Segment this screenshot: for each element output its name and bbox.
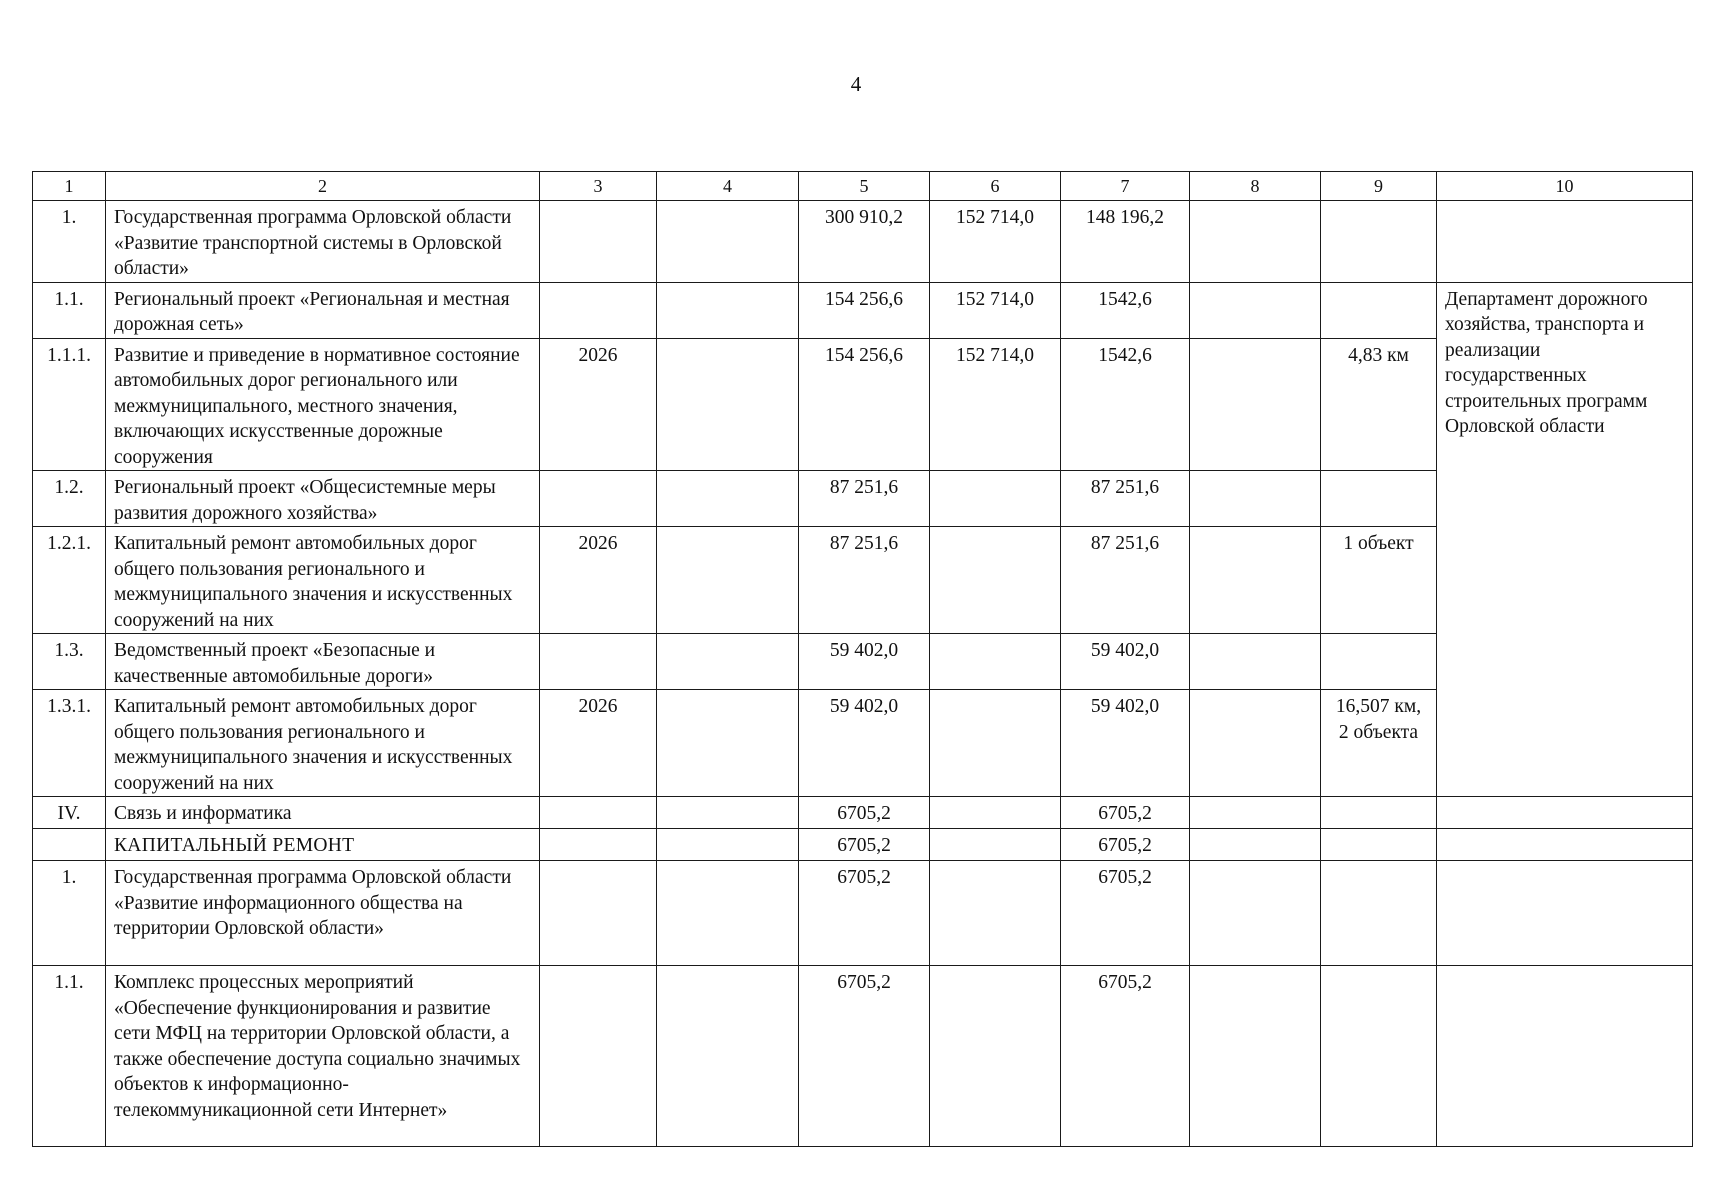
result-cell: 1 объект [1321, 527, 1437, 634]
column-number-cell: 7 [1061, 172, 1190, 201]
column-number-cell: 3 [540, 172, 657, 201]
row-name-cell: Развитие и приведение в нормативное состояние автомобильных дорог регионального или межмуниципального, местного значения, включающих искусственные дорожные сооружения [106, 338, 540, 471]
table-row [33, 282, 1693, 338]
year-cell [540, 282, 657, 338]
row-number-cell: 1.1. [33, 282, 106, 338]
total-cell: 59 402,0 [799, 634, 930, 690]
regional-cell: 1542,6 [1061, 338, 1190, 471]
table-row [33, 829, 1693, 861]
column-number-cell: 1 [33, 172, 106, 201]
responsible-cell [1437, 797, 1693, 829]
responsible-department-cell: Департамент дорожного хозяйства, транспорта и реализации государственных строительных программ Орловской области [1437, 282, 1693, 797]
column-number-cell: 4 [657, 172, 799, 201]
federal-cell: 152 714,0 [930, 201, 1061, 283]
total-cell: 87 251,6 [799, 471, 930, 527]
column-number-cell: 5 [799, 172, 930, 201]
result-cell [1321, 797, 1437, 829]
col4-cell [657, 966, 799, 1147]
row-name-cell: Капитальный ремонт автомобильных дорог общего пользования регионального и межмуниципального значения и искусственных сооружений на них [106, 527, 540, 634]
col4-cell [657, 690, 799, 797]
row-number-cell: 1.3. [33, 634, 106, 690]
col4-cell [657, 527, 799, 634]
year-cell [540, 797, 657, 829]
result-cell [1321, 201, 1437, 283]
table-row [33, 201, 1693, 283]
row-number-cell: IV. [33, 797, 106, 829]
row-name-cell: Ведомственный проект «Безопасные и качественные автомобильные дороги» [106, 634, 540, 690]
federal-cell: 152 714,0 [930, 338, 1061, 471]
col4-cell [657, 861, 799, 966]
year-cell [540, 829, 657, 861]
col8-cell [1190, 338, 1321, 471]
col4-cell [657, 797, 799, 829]
federal-cell: 152 714,0 [930, 282, 1061, 338]
row-name-cell: Связь и информатика [106, 797, 540, 829]
row-number-cell [33, 829, 106, 861]
result-cell: 4,83 км [1321, 338, 1437, 471]
year-cell [540, 471, 657, 527]
federal-cell [930, 861, 1061, 966]
responsible-cell [1437, 861, 1693, 966]
regional-cell: 59 402,0 [1061, 690, 1190, 797]
result-cell [1321, 966, 1437, 1147]
result-cell [1321, 861, 1437, 966]
result-cell [1321, 471, 1437, 527]
regional-cell: 1542,6 [1061, 282, 1190, 338]
col8-cell [1190, 527, 1321, 634]
result-cell [1321, 829, 1437, 861]
total-cell: 59 402,0 [799, 690, 930, 797]
total-cell: 6705,2 [799, 966, 930, 1147]
column-number-cell: 6 [930, 172, 1061, 201]
col8-cell [1190, 471, 1321, 527]
row-number-cell: 1.1. [33, 966, 106, 1147]
regional-cell: 87 251,6 [1061, 527, 1190, 634]
table-header-row [33, 172, 1693, 201]
column-number-cell: 9 [1321, 172, 1437, 201]
column-number-cell: 10 [1437, 172, 1693, 201]
col4-cell [657, 471, 799, 527]
total-cell: 154 256,6 [799, 282, 930, 338]
regional-cell: 87 251,6 [1061, 471, 1190, 527]
responsible-cell [1437, 201, 1693, 283]
row-name-cell: Региональный проект «Общесистемные меры развития дорожного хозяйства» [106, 471, 540, 527]
federal-cell [930, 471, 1061, 527]
federal-cell [930, 966, 1061, 1147]
col4-cell [657, 829, 799, 861]
result-cell [1321, 282, 1437, 338]
row-number-cell: 1.2. [33, 471, 106, 527]
responsible-cell [1437, 829, 1693, 861]
year-cell: 2026 [540, 690, 657, 797]
federal-cell [930, 829, 1061, 861]
col4-cell [657, 282, 799, 338]
year-cell [540, 201, 657, 283]
total-cell: 300 910,2 [799, 201, 930, 283]
column-number-cell: 8 [1190, 172, 1321, 201]
federal-cell [930, 634, 1061, 690]
col8-cell [1190, 966, 1321, 1147]
row-name-cell: Государственная программа Орловской области «Развитие информационного общества на территории Орловской области» [106, 861, 540, 966]
col8-cell [1190, 282, 1321, 338]
year-cell [540, 634, 657, 690]
regional-cell: 6705,2 [1061, 829, 1190, 861]
result-cell: 16,507 км, 2 объекта [1321, 690, 1437, 797]
col4-cell [657, 634, 799, 690]
col8-cell [1190, 690, 1321, 797]
regional-cell: 6705,2 [1061, 797, 1190, 829]
col4-cell [657, 338, 799, 471]
col8-cell [1190, 797, 1321, 829]
row-number-cell: 1.1.1. [33, 338, 106, 471]
total-cell: 87 251,6 [799, 527, 930, 634]
regional-cell: 6705,2 [1061, 861, 1190, 966]
row-name-cell: КАПИТАЛЬНЫЙ РЕМОНТ [106, 829, 540, 861]
responsible-cell [1437, 966, 1693, 1147]
year-cell [540, 861, 657, 966]
row-name-cell: Капитальный ремонт автомобильных дорог общего пользования регионального и межмуниципального значения и искусственных сооружений на них [106, 690, 540, 797]
row-name-cell: Комплекс процессных мероприятий «Обеспечение функционирования и развитие сети МФЦ на территории Орловской области, а также обеспечение доступа социально значимых объектов к информационно-телекоммуникационной сети Интернет» [106, 966, 540, 1147]
federal-cell [930, 527, 1061, 634]
column-number-cell: 2 [106, 172, 540, 201]
federal-cell [930, 690, 1061, 797]
col8-cell [1190, 829, 1321, 861]
row-number-cell: 1. [33, 201, 106, 283]
total-cell: 6705,2 [799, 797, 930, 829]
table-row [33, 861, 1693, 966]
col8-cell [1190, 634, 1321, 690]
table-row [33, 966, 1693, 1147]
row-number-cell: 1.2.1. [33, 527, 106, 634]
col8-cell [1190, 861, 1321, 966]
col4-cell [657, 201, 799, 283]
result-cell [1321, 634, 1437, 690]
regional-cell: 59 402,0 [1061, 634, 1190, 690]
page-number: 4 [850, 72, 862, 96]
row-number-cell: 1.3.1. [33, 690, 106, 797]
col8-cell [1190, 201, 1321, 283]
budget-table [32, 171, 1693, 1147]
row-name-cell: Государственная программа Орловской области «Развитие транспортной системы в Орловской области» [106, 201, 540, 283]
year-cell: 2026 [540, 527, 657, 634]
row-number-cell: 1. [33, 861, 106, 966]
total-cell: 6705,2 [799, 861, 930, 966]
total-cell: 154 256,6 [799, 338, 930, 471]
regional-cell: 6705,2 [1061, 966, 1190, 1147]
row-name-cell: Региональный проект «Региональная и местная дорожная сеть» [106, 282, 540, 338]
regional-cell: 148 196,2 [1061, 201, 1190, 283]
federal-cell [930, 797, 1061, 829]
total-cell: 6705,2 [799, 829, 930, 861]
table-row [33, 797, 1693, 829]
year-cell [540, 966, 657, 1147]
year-cell: 2026 [540, 338, 657, 471]
